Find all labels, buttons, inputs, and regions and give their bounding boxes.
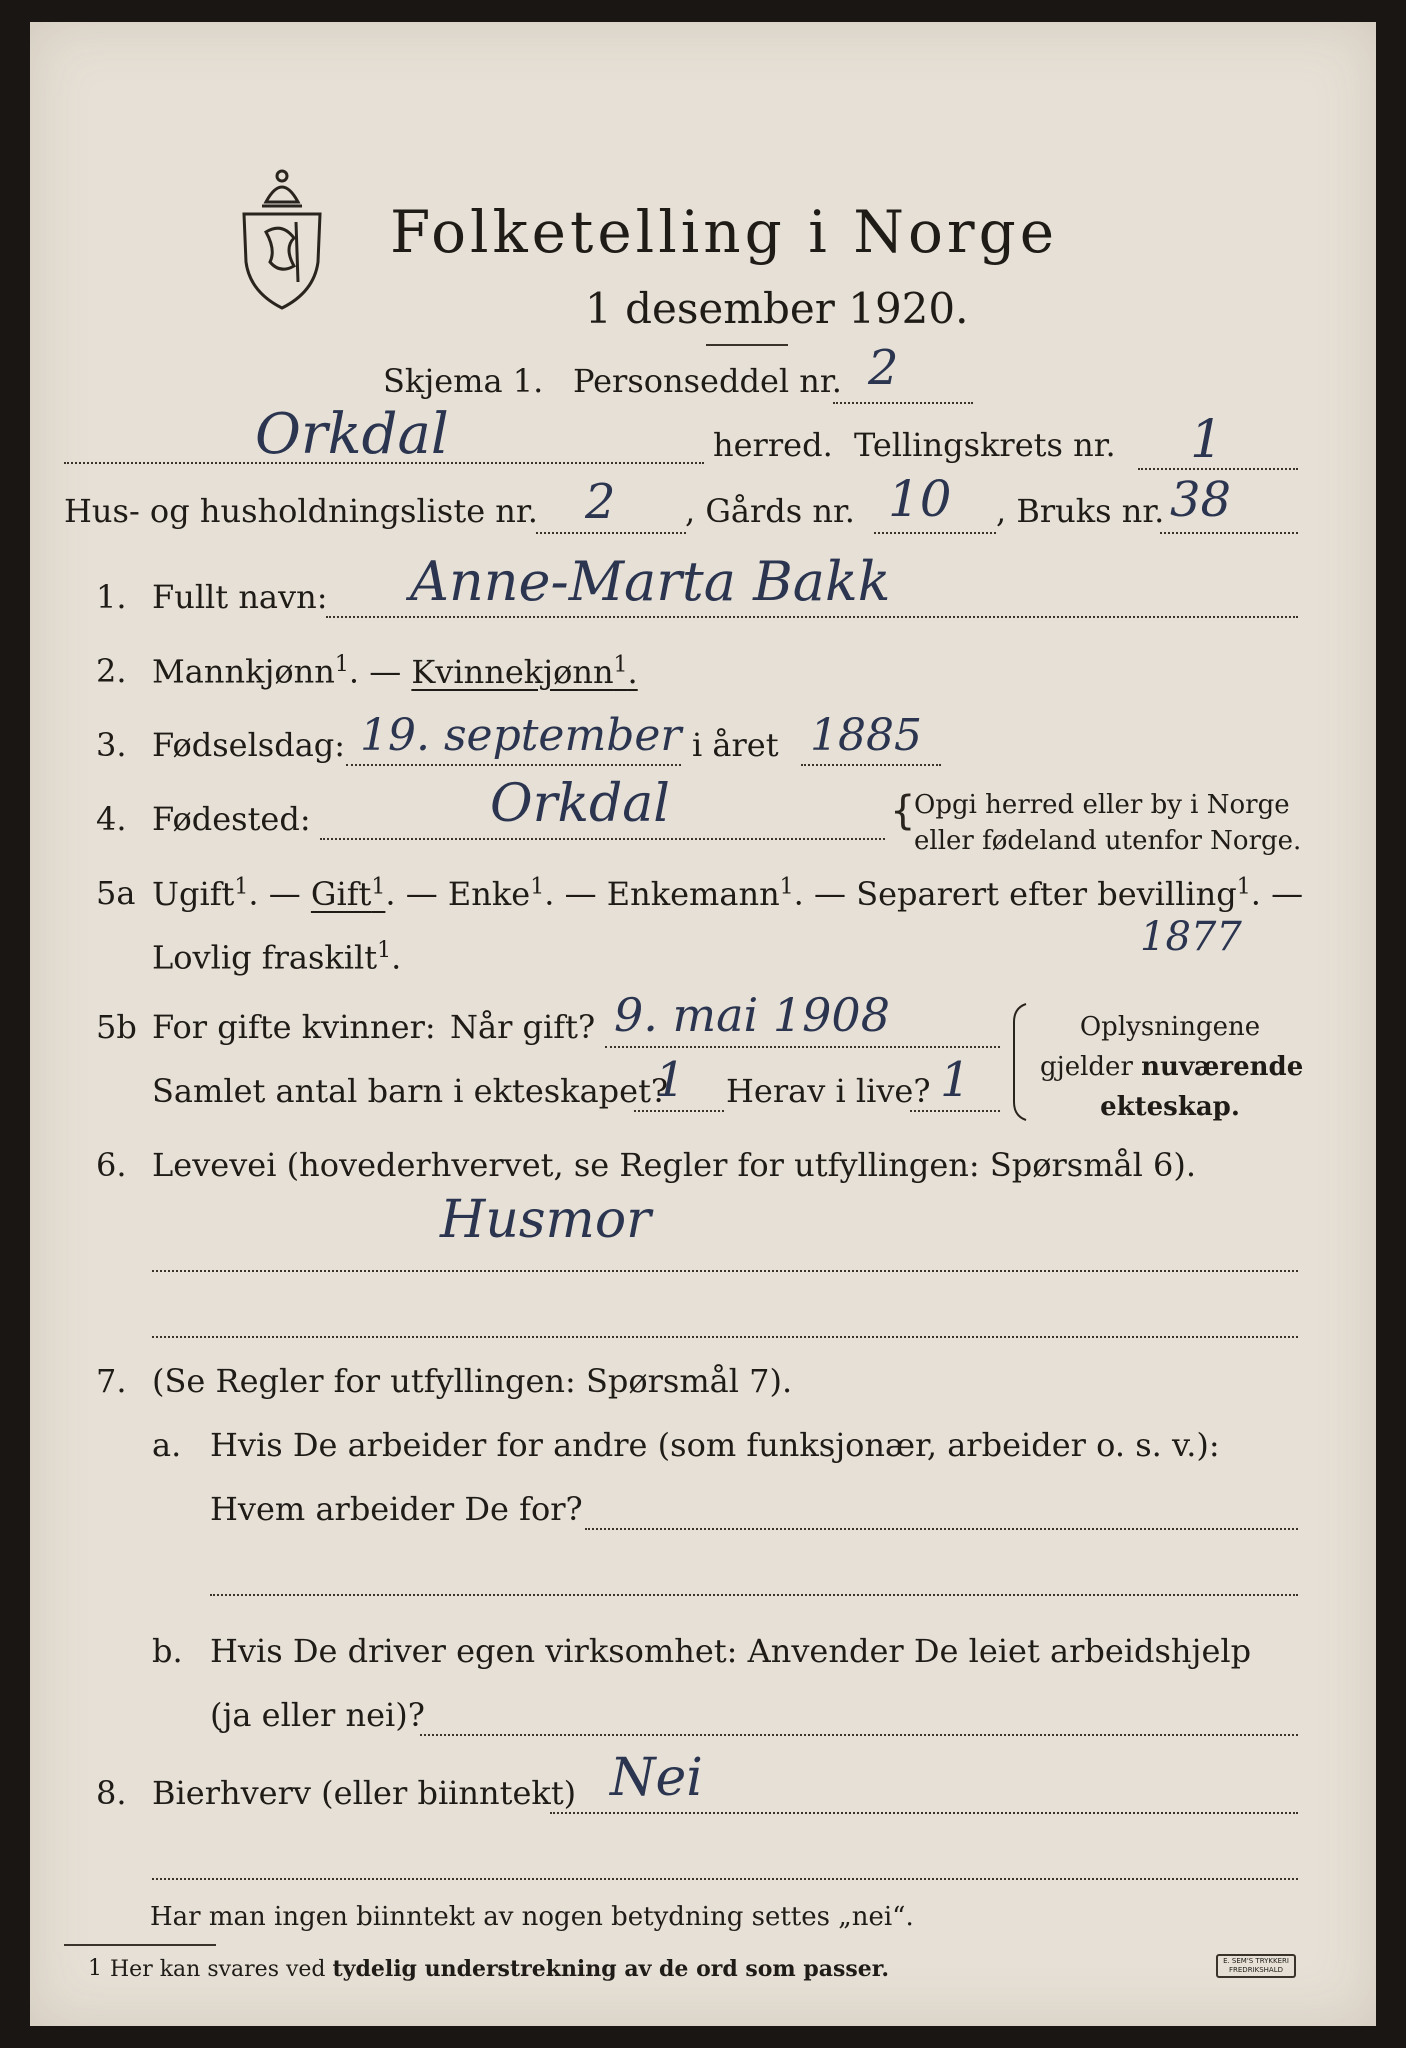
q5b-note-line3: ekteskap. <box>1100 1092 1240 1122</box>
q5a-options: Ugift$^1$. — Gift$^1$. — Enke$^1$. — Enkemann$^1$. — Separert efter bevilling$^1$. — <box>152 874 1304 913</box>
option-gift-selected[interactable]: Gift$^1$ <box>310 874 386 913</box>
q3-label: Fødselsdag: <box>152 726 346 764</box>
q2-number: 2. <box>96 652 127 690</box>
q8-label: Bierhverv (eller biinntekt) <box>152 1774 577 1812</box>
q4-number: 4. <box>96 800 127 838</box>
option-enkemann[interactable]: Enkemann$^1$ <box>606 874 794 913</box>
q5b-label: For gifte kvinner: <box>152 1008 436 1046</box>
footnote-divider <box>64 1944 216 1946</box>
printer-stamp: E. SEM'S TRYKKERI FREDRIKSHALD <box>1216 1954 1296 1978</box>
personseddel-label: Personseddel nr. <box>573 362 842 400</box>
q7a-answer-line-2[interactable] <box>210 1594 1298 1596</box>
q3-number: 3. <box>96 726 127 764</box>
bruks-value[interactable]: 38 <box>1170 472 1232 528</box>
q3-year-label: i året <box>692 726 779 764</box>
option-ugift[interactable]: Ugift$^1$ <box>152 874 249 913</box>
q7b-number: b. <box>152 1632 183 1670</box>
q7a-number: a. <box>152 1426 182 1464</box>
q2-options: Mannkjønn$^1$. — Kvinnekjønn$^1$. <box>152 652 638 691</box>
husholdningsliste-line <box>536 532 686 534</box>
gards-line <box>874 532 996 534</box>
q5b-children-label: Samlet antal barn i ekteskapet? <box>152 1072 669 1110</box>
tellingskrets-label: Tellingskrets nr. <box>854 426 1116 464</box>
birthplace-value[interactable]: Orkdal <box>490 774 670 834</box>
option-lovlig-fraskilt[interactable]: Lovlig fraskilt$^1$. <box>152 938 402 977</box>
title-divider <box>706 344 788 346</box>
q7-label: (Se Regler for utfyllingen: Spørsmål 7). <box>152 1362 793 1400</box>
q5b-note-line1: Oplysningene <box>1079 1012 1261 1042</box>
q7a-answer-line-1[interactable] <box>585 1528 1298 1530</box>
husholdningsliste-label: Hus- og husholdningsliste nr. <box>64 492 538 530</box>
footnote-number: 1 <box>88 1956 102 1981</box>
q6-line-1 <box>152 1270 1298 1272</box>
bruks-label: , Bruks nr. <box>996 492 1165 530</box>
q8-line <box>550 1812 1298 1814</box>
q7-number: 7. <box>96 1362 127 1400</box>
q5b-children-line <box>634 1110 724 1112</box>
q8-number: 8. <box>96 1774 127 1812</box>
q8-line-2 <box>152 1878 1298 1880</box>
birth-day-value[interactable]: 19. september <box>360 710 682 761</box>
gards-label: , Gårds nr. <box>685 492 855 530</box>
q6-line-2 <box>152 1336 1298 1338</box>
herred-label: herred. <box>713 426 833 464</box>
option-mannkjonn[interactable]: Mannkjønn <box>152 652 335 691</box>
form-date: 1 desember 1920. <box>585 284 969 333</box>
footnote-text: Her kan svares ved tydelig understrekning av de ord som passer. <box>110 1956 890 1982</box>
q7b-line2: (ja eller nei)? <box>210 1696 425 1734</box>
birth-year-value[interactable]: 1885 <box>810 710 922 761</box>
q4-line <box>320 838 885 840</box>
q1-label: Fullt navn: <box>152 578 328 616</box>
option-enke[interactable]: Enke$^1$ <box>447 874 545 913</box>
q4-label: Fødested: <box>152 800 311 838</box>
q1-line <box>326 616 1298 618</box>
q6-label: Levevei (hovederhvervet, se Regler for utfyllingen: Spørsmål 6). <box>152 1146 1197 1184</box>
q7b-line1: Hvis De driver egen virksomhet: Anvender De leiet arbeidshjelp <box>210 1632 1252 1670</box>
form-title: Folketelling i Norge <box>390 198 1059 266</box>
q4-brace: { <box>890 788 916 834</box>
personseddel-line <box>833 402 973 404</box>
option-separert[interactable]: Separert efter bevilling$^1$ <box>856 874 1251 913</box>
marriage-date-value[interactable]: 9. mai 1908 <box>614 988 890 1042</box>
occupation-value[interactable]: Husmor <box>440 1190 651 1250</box>
q4-note-line1: Opgi herred eller by i Norge <box>914 790 1290 820</box>
option-kvinnekjonn-selected[interactable]: Kvinnekjønn$^1$. <box>411 652 638 691</box>
q7a-line1: Hvis De arbeider for andre (som funksjonær, arbeider o. s. v.): <box>210 1426 1220 1464</box>
margin-note: 1877 <box>1140 914 1242 960</box>
q7b-answer-line[interactable] <box>420 1734 1298 1736</box>
q5b-alive-label: Herav i live? <box>726 1072 931 1110</box>
husholdningsliste-value[interactable]: 2 <box>585 474 616 530</box>
q7a-line2: Hvem arbeider De for? <box>210 1490 583 1528</box>
alive-value[interactable]: 1 <box>940 1052 971 1108</box>
q5b-bracket <box>1010 1002 1030 1122</box>
tellingskrets-value[interactable]: 1 <box>1190 410 1224 470</box>
q5b-when-line <box>605 1046 1000 1048</box>
q6-number: 6. <box>96 1146 127 1184</box>
coat-of-arms-icon <box>236 162 328 312</box>
bruks-line <box>1160 532 1298 534</box>
census-form <box>30 22 1376 2026</box>
herred-value[interactable]: Orkdal <box>255 402 449 467</box>
schema-label: Skjema 1. <box>383 362 544 400</box>
q3-day-line <box>346 764 681 766</box>
q1-number: 1. <box>96 578 127 616</box>
q5a-number: 5a <box>96 874 136 912</box>
q4-note-line2: eller fødeland utenfor Norge. <box>914 826 1302 856</box>
children-value[interactable]: 1 <box>655 1052 686 1108</box>
full-name-value[interactable]: Anne-Marta Bakk <box>410 550 891 613</box>
side-income-value[interactable]: Nei <box>610 1748 703 1808</box>
q5b-when-label: Når gift? <box>450 1008 596 1046</box>
gards-value[interactable]: 10 <box>888 470 952 528</box>
q5b-note-line2: gjelder nuværende <box>1040 1052 1304 1082</box>
q3-year-line <box>801 764 941 766</box>
q5b-number: 5b <box>96 1008 137 1046</box>
personseddel-value[interactable]: 2 <box>868 340 899 396</box>
footer-note: Har man ingen biinntekt av nogen betydning settes „nei“. <box>150 1902 914 1932</box>
q5b-alive-line <box>910 1110 1000 1112</box>
